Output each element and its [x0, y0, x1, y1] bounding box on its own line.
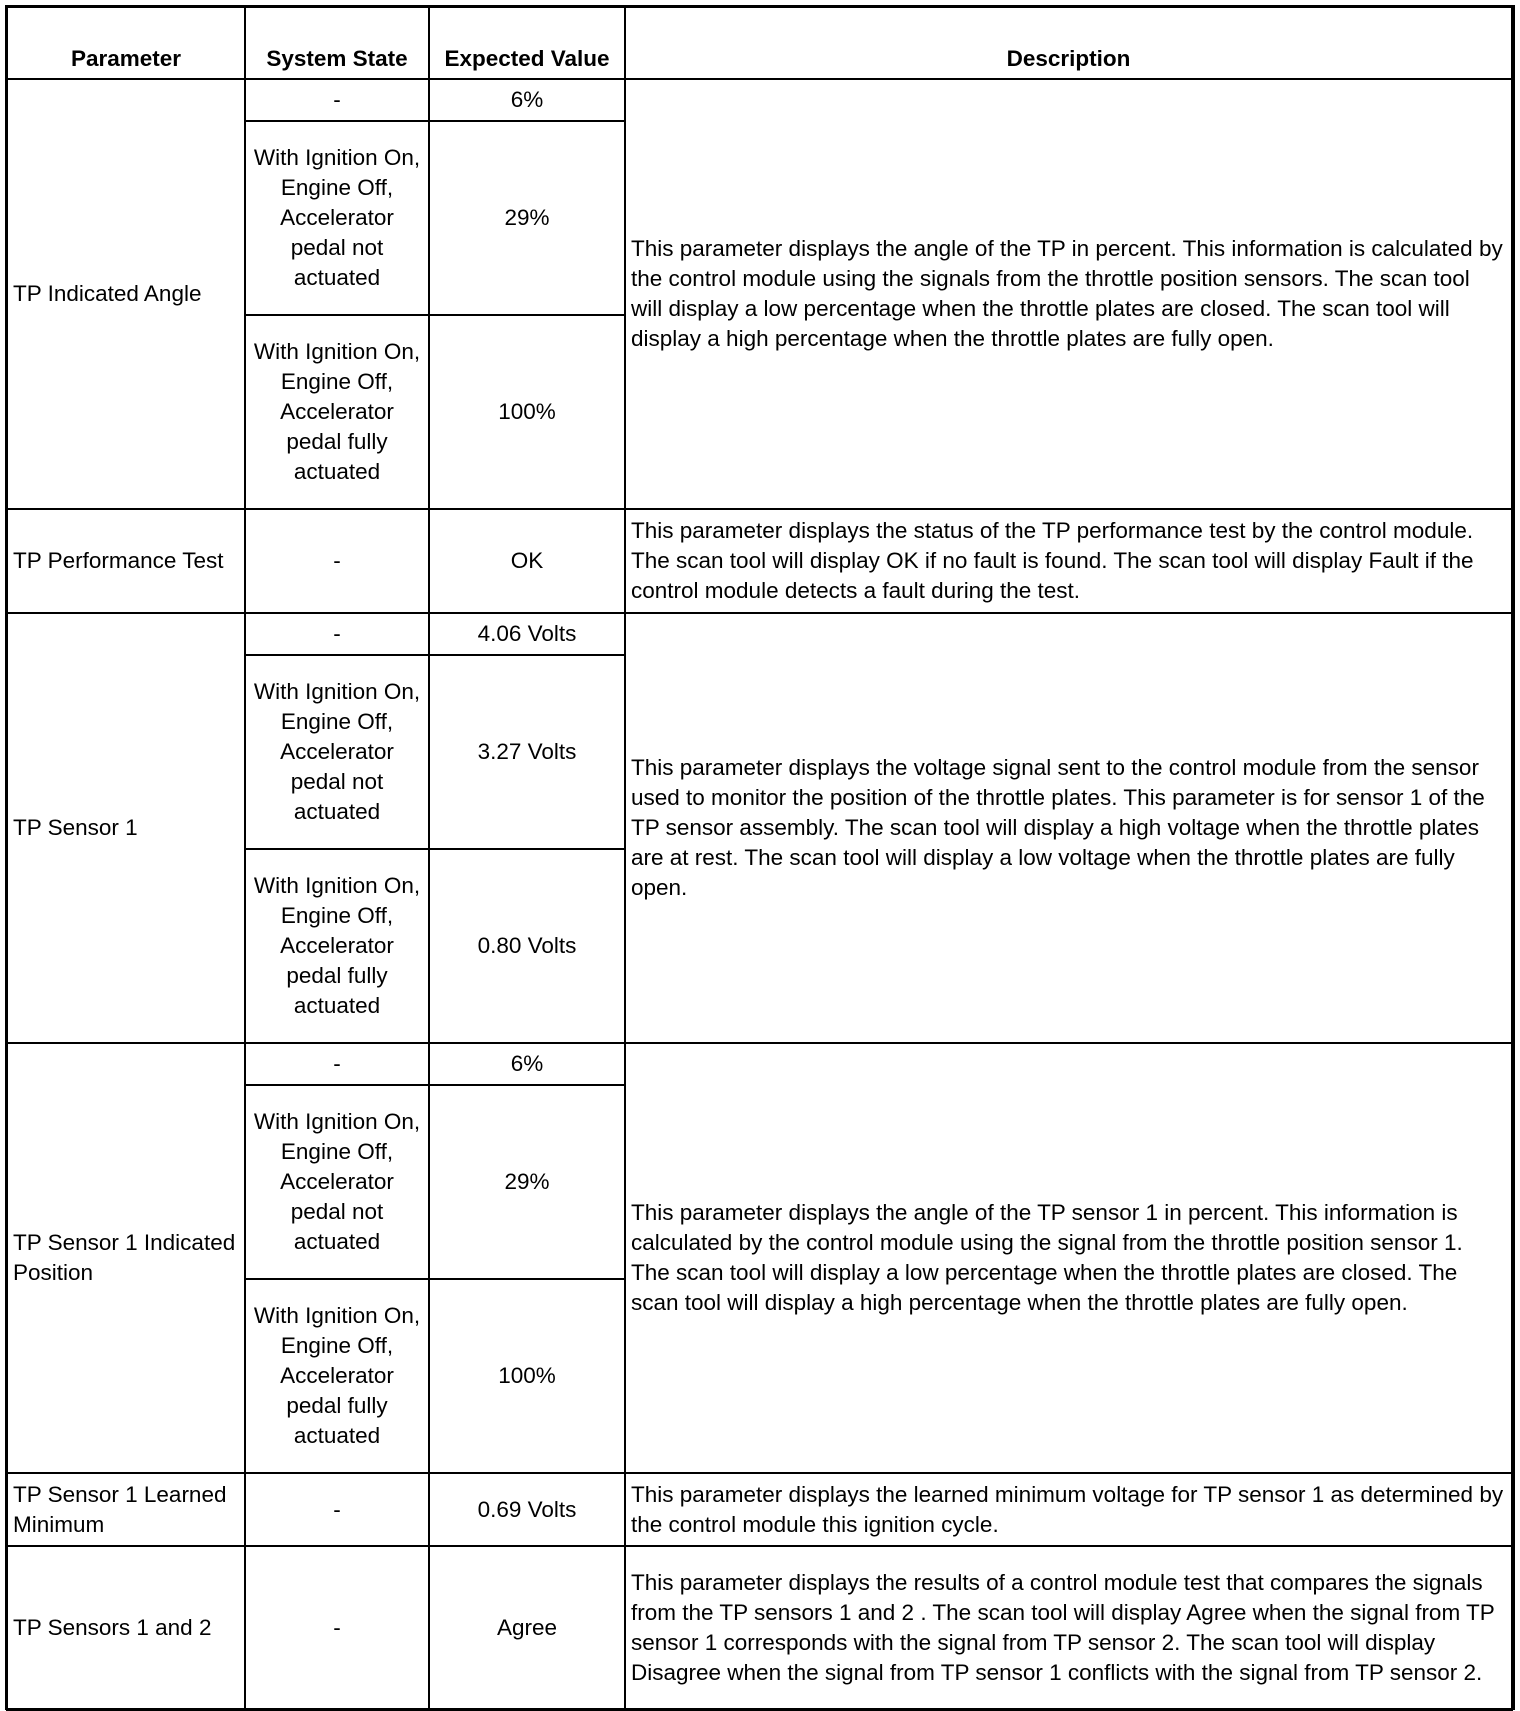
- parameter-cell: TP Sensor 1 Learned Minimum: [7, 1473, 245, 1546]
- parameter-cell: TP Sensor 1 Indicated Position: [7, 1043, 245, 1473]
- expected-value-cell: 0.80 Volts: [429, 849, 625, 1043]
- system-state-cell: -: [245, 79, 429, 121]
- expected-value-cell: 3.27 Volts: [429, 655, 625, 849]
- parameter-table: [6, 6, 1513, 1711]
- system-state-cell: With Ignition On, Engine Off, Accelerator pedal fully actuated: [245, 1279, 429, 1473]
- system-state-cell: With Ignition On, Engine Off, Accelerator pedal not actuated: [245, 121, 429, 315]
- expected-value-cell: Agree: [429, 1546, 625, 1710]
- description-cell: This parameter displays the status of the TP performance test by the control module. The scan tool will display OK if no fault is found. The scan tool will display Fault if the control module detects a fault during the test.: [625, 509, 1512, 613]
- expected-value-cell: 29%: [429, 1085, 625, 1279]
- parameter-cell: TP Indicated Angle: [7, 79, 245, 509]
- system-state-cell: -: [245, 1546, 429, 1710]
- system-state-cell: With Ignition On, Engine Off, Accelerator pedal not actuated: [245, 1085, 429, 1279]
- header-description: Description: [625, 7, 1512, 79]
- expected-value-cell: 100%: [429, 1279, 625, 1473]
- expected-value-cell: 6%: [429, 1043, 625, 1085]
- description-cell: This parameter displays the learned minimum voltage for TP sensor 1 as determined by the control module this ignition cycle.: [625, 1473, 1512, 1546]
- table-row: [7, 509, 1512, 613]
- system-state-cell: -: [245, 613, 429, 655]
- table-row: [7, 1546, 1512, 1710]
- expected-value-cell: 4.06 Volts: [429, 613, 625, 655]
- description-cell: This parameter displays the results of a control module test that compares the signals from the TP sensors 1 and 2 . The scan tool will display Agree when the signal from TP sensor 1 corresponds with the signal from TP sensor 2. The scan tool will display Disagree when the signal from TP sensor 1 conflicts with the signal from TP sensor 2.: [625, 1546, 1512, 1710]
- expected-value-cell: 0.69 Volts: [429, 1473, 625, 1546]
- table-row: [7, 1473, 1512, 1546]
- header-parameter: Parameter: [7, 7, 245, 79]
- expected-value-cell: 100%: [429, 315, 625, 509]
- description-cell: This parameter displays the angle of the TP sensor 1 in percent. This information is calculated by the control module using the signal from the throttle position sensor 1. The scan tool will display a low percentage when the throttle plates are closed. The scan tool will display a high percentage when the throttle plates are fully open.: [625, 1043, 1512, 1473]
- parameter-cell: TP Sensors 1 and 2: [7, 1546, 245, 1710]
- description-cell: This parameter displays the voltage signal sent to the control module from the sensor used to monitor the position of the throttle plates. This parameter is for sensor 1 of the TP sensor assembly. The scan tool will display a high voltage when the throttle plates are at rest. The scan tool will display a low voltage when the throttle plates are fully open.: [625, 613, 1512, 1043]
- expected-value-cell: OK: [429, 509, 625, 613]
- table-row: [7, 79, 1512, 121]
- parameter-cell: TP Performance Test: [7, 509, 245, 613]
- table-row: [7, 613, 1512, 655]
- parameter-cell: TP Sensor 1: [7, 613, 245, 1043]
- system-state-cell: With Ignition On, Engine Off, Accelerator pedal fully actuated: [245, 315, 429, 509]
- table-row: [7, 1043, 1512, 1085]
- system-state-cell: With Ignition On, Engine Off, Accelerator pedal fully actuated: [245, 849, 429, 1043]
- system-state-cell: -: [245, 1043, 429, 1085]
- expected-value-cell: 29%: [429, 121, 625, 315]
- header-expected-value: Expected Value: [429, 7, 625, 79]
- system-state-cell: -: [245, 1473, 429, 1546]
- header-row: [7, 7, 1512, 79]
- header-system-state: System State: [245, 7, 429, 79]
- system-state-cell: With Ignition On, Engine Off, Accelerator pedal not actuated: [245, 655, 429, 849]
- expected-value-cell: 6%: [429, 79, 625, 121]
- description-cell: This parameter displays the angle of the TP in percent. This information is calculated by the control module using the signals from the throttle position sensors. The scan tool will display a low percentage when the throttle plates are closed. The scan tool will display a high percentage when the throttle plates are fully open.: [625, 79, 1512, 509]
- system-state-cell: -: [245, 509, 429, 613]
